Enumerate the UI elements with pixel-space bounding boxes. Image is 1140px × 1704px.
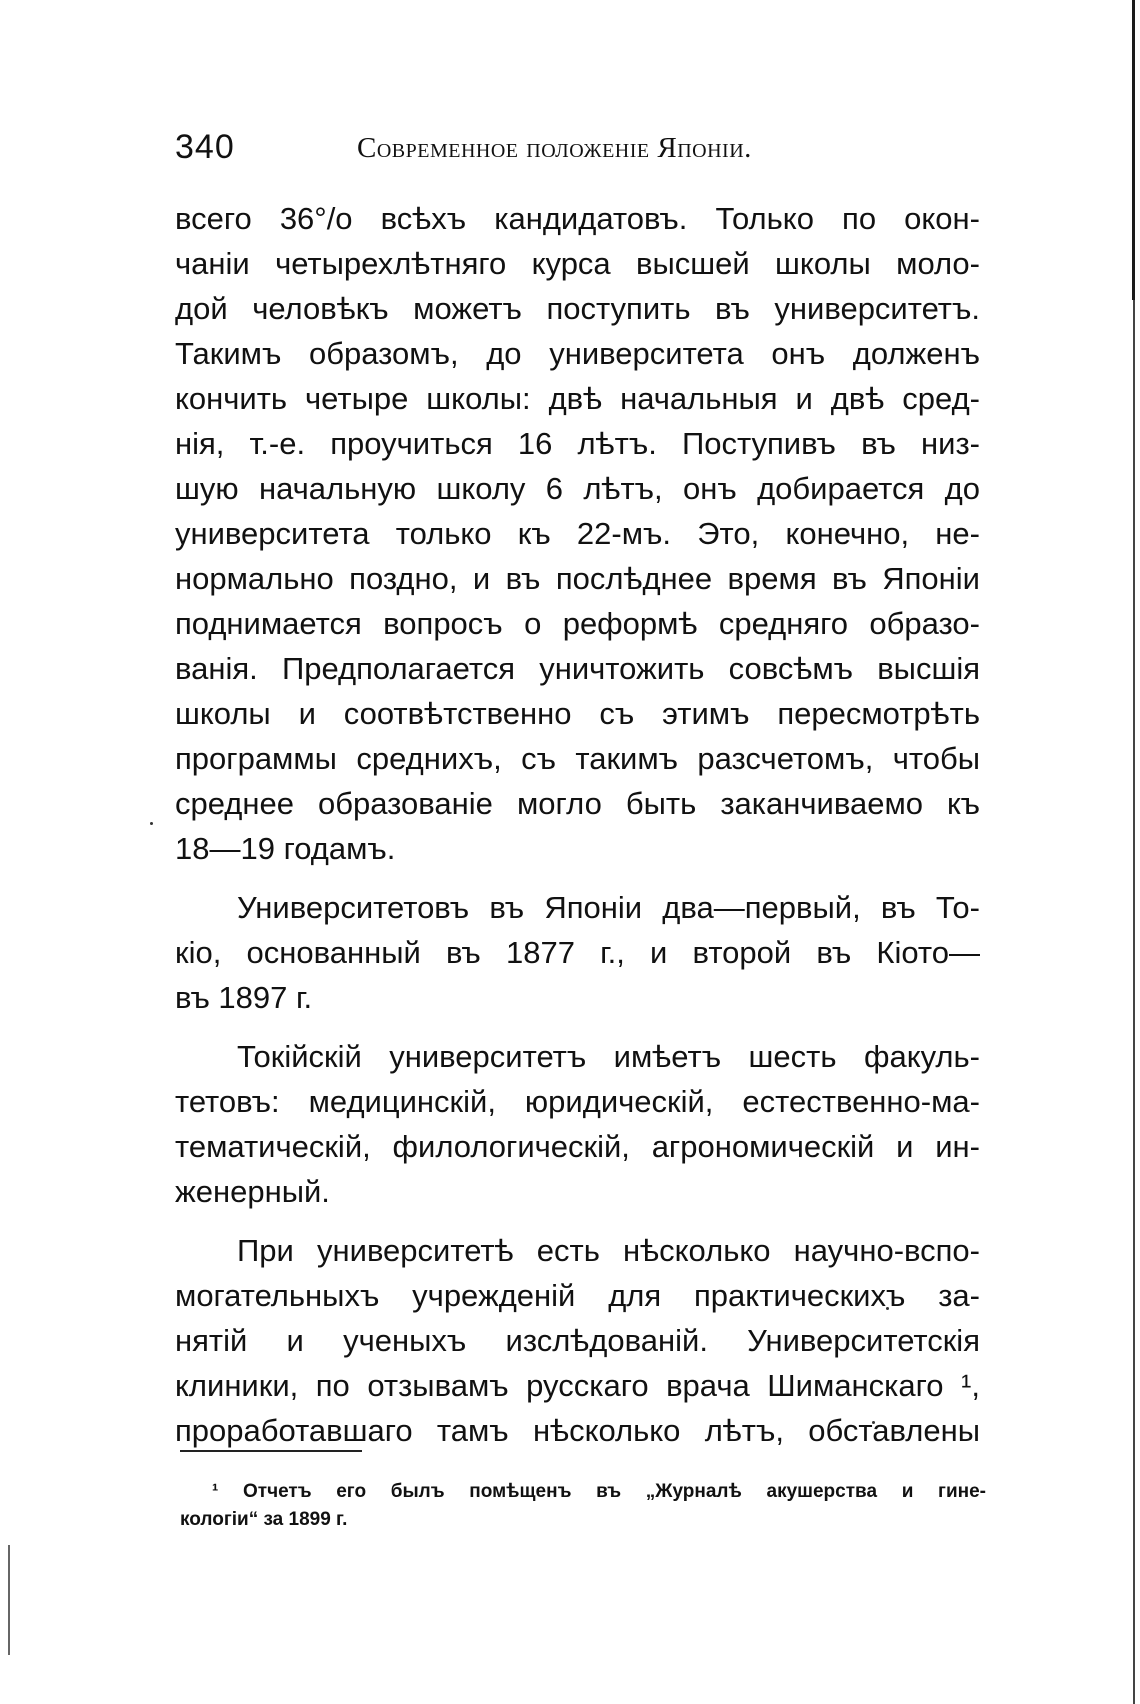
page-edge-shadow <box>1132 0 1135 300</box>
text-line: въ 1897 г. <box>175 980 313 1015</box>
text-line: тематическiй, филологическiй, агрономическiй и ин- <box>175 1129 980 1164</box>
text-line: 18—19 годамъ. <box>175 831 396 866</box>
footnote-line: кологiи“ за 1899 г. <box>180 1509 348 1530</box>
text-line: школы и соотвѣтственно съ этимъ пересмотрѣть <box>175 696 980 731</box>
text-line: женерный. <box>175 1174 330 1209</box>
text-line: могательныхъ учрежденiй для практическихъ за- <box>175 1278 980 1313</box>
footnote-line: ¹ Отчетъ его былъ помѣщенъ въ „Журналѣ акушерства и гине- <box>212 1481 986 1502</box>
page-header <box>175 128 995 178</box>
text-line: поднимается вопросъ о реформѣ средняго образо- <box>175 606 980 641</box>
text-line: чанiи четырехлѣтняго курса высшей школы моло- <box>175 246 980 281</box>
text-line: кiо, основанный въ 1877 г., и второй въ Кiото— <box>175 935 980 970</box>
running-title: Современное положенiе Японiи. <box>357 132 752 164</box>
footnote <box>180 1478 986 1534</box>
text-line: При университетѣ есть нѣсколько научно-вспо- <box>237 1233 980 1268</box>
text-line: среднее образованiе могло быть заканчиваемо къ <box>175 786 980 821</box>
text-line: нiя, т.-е. проучиться 16 лѣтъ. Поступивъ въ низ- <box>175 426 980 461</box>
text-line: ванiя. Предполагается уничтожить совсѣмъ высшiя <box>175 651 980 686</box>
text-line: проработавшаго тамъ нѣсколько лѣтъ, обставлены <box>175 1413 980 1448</box>
text-line: программы среднихъ, съ такимъ разсчетомъ, чтобы <box>175 741 980 776</box>
text-line: шую начальную школу 6 лѣтъ, онъ добирается до <box>175 471 980 506</box>
text-line: Токiйскiй университетъ имѣетъ шесть факуль- <box>237 1039 980 1074</box>
text-line: дой человѣкъ можетъ поступить въ университетъ. <box>175 291 980 326</box>
scan-edge-mark <box>8 1545 10 1655</box>
text-line: нормально поздно, и въ послѣднее время въ Японiи <box>175 561 980 596</box>
text-line: нятiй и ученыхъ изслѣдованiй. Университетскiя <box>175 1323 980 1358</box>
page-edge-line <box>1133 300 1135 1704</box>
footnote-separator <box>180 1450 362 1452</box>
text-line: Такимъ образомъ, до университета онъ долженъ <box>175 336 980 371</box>
text-line: кончить четыре школы: двѣ начальныя и двѣ сред- <box>175 381 980 416</box>
body-text <box>175 196 980 1453</box>
text-line: тетовъ: медицинскiй, юридическiй, естественно-ма- <box>175 1084 980 1119</box>
page-number: 340 <box>175 128 235 166</box>
scan-speck <box>150 822 153 825</box>
text-line: университета только къ 22-мъ. Это, конечно, не- <box>175 516 980 551</box>
text-line: всего 36°/о всѣхъ кандидатовъ. Только по окон- <box>175 201 980 236</box>
text-line: клиники, по отзывамъ русскаго врача Шиманскаго ¹, <box>175 1368 980 1403</box>
text-line: Университетовъ въ Японiи два—первый, въ То- <box>237 890 980 925</box>
